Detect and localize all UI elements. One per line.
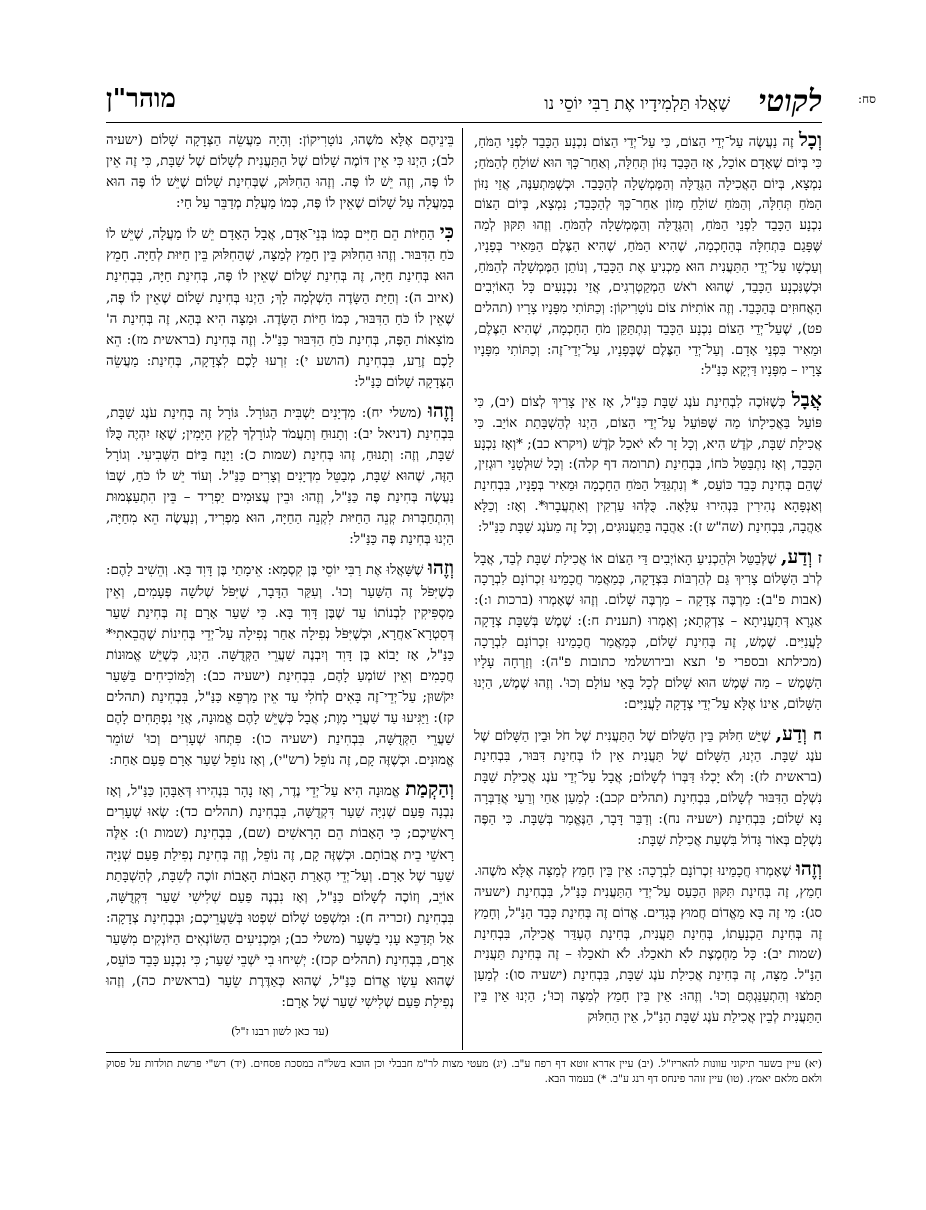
paragraph-lead-word: וְכָל: [798, 129, 822, 151]
paragraph-text: אֱמוּנָה הִיא עַל־יְדֵי נֶדֶר, וְאָז נָהָר בִּנְהִירוּ דְּאַבָּהָן כַּנַּ"ל, וְאָז נִבְנָה פַּעַם שְׁנִיָּה שַׁעַר דִּקְדֻשָּׁה, בִּבְחִינַת (תהלים כד): שְׂאוּ שְׁעָרִים רָאשֵׁיכֶם; כִּי הָאָבוֹת הֵם הָרָאשִׁים (שם), בִּבְחִינַת (שמות ו): אֵלֶּה רָאשֵׁי בֵית אֲבוֹתָם. וּכְשֶׁזֶּה קָם, זֶה נוֹפֵל, וְזֶה בְּחִינַת נְפִילַת פַּעַם שְׁנִיָּה שַׁעַר שֶׁל אָרָם. וְעַל־יְדֵי הֶאָרַת הָאָבוֹת הָאָבוֹת זוֹכֶה לְשִׁבָּת, לְהַשְׁבָּתַת אוֹיֵב, וְזוֹכֶה לְשָׁלוֹם כַּנַּ"ל, וְאָז נִבְנֶה פַּעַם שְׁלִישִׁי שַׁעַר דִּקְדֻשָּׁה, בִּבְחִינַת (זכריה ח): וּמִשְׁפַּט שָׁלוֹם שִׁפְטוּ בְּשַׁעֲרֵיכֶם; וּבְבְחִינַת צְדָקָה: אַל תְּדַכֵּא עָנִי בַשָּׁעַר (משלי כב); וּמַכְנִיעִים הַשּׂוֹנְאִים הַיּוֹנְקִים מִשַּׁעַר אָרָם, בִּבְחִינַת (תהלים קכז): יְשִׁיחוּ בִי יֹשְׁבֵי שַׁעַר; כִּי נִכְנָע כָּבֵד כּוֹעֵס, שֶׁהוּא עֵשָׂו אֱדוֹם כַּנַּ"ל, שֶׁהוּא כְּאַדֶּרֶת שֵׂעָר (בראשית כה), וְזֶהוּ נְפִילַת פַּעַם שְׁלִישִׁי שַׁעַר שֶׁל אָרָם:: [106, 784, 454, 1011]
paragraph-text: הַחַיּוֹת הֵם חַיִּים כְּמוֹ בְּנֵי־אָדָם, אֲבָל הָאָדָם יֵשׁ לוֹ מַעֲלָה, שֶׁיֵּשׁ לוֹ כֹּחַ הַדִּבּוּר. וְזֶהוּ הַחִלּוּק בֵּין חָמֵץ לְמַצָּה, שֶׁהַחִלּוּק בֵּין חַיּוּת לְחַיָּה. חָמֵץ הוּא בְּחִינַת חַיָּה, זֶה בְּחִינַת שָׁלוֹם שֶׁאֵין לוֹ פֶּה, בְּחִינַת חַיָּה, בִּבְחִינַת (איוב ה): וְחַיַּת הַשָּׂדֶה הָשְׁלְמָה לָךְ; הַיְנוּ בְּחִינַת שָׁלוֹם שֶׁאֵין לוֹ פֶּה, שֶׁאֵין לוֹ כֹּחַ הַדִּבּוּר, כְּמוֹ חַיּוֹת הַשָּׂדֶה. וּמַצָּה הִיא בְּהַא, זֶה בְּחִינַת ה' מוֹצָאוֹת הַפֶּה, בְּחִינַת כֹּחַ הַדִּבּוּר כַּנַּ"ל. וְזֶה בְּחִינַת (בראשית מז): הֵא לָכֶם זֶרַע, בִּבְחִינַת (הושע י): זִרְעוּ לָכֶם לִצְדָקָה, בְּחִינַת: מַעֲשֵׂה הַצְּדָקָה שָׁלוֹם כַּנַּ"ל:: [106, 227, 454, 390]
paragraph: [474, 547, 822, 716]
page-header: [106, 78, 876, 123]
text-column-right: [474, 130, 822, 1036]
paragraph: [106, 558, 454, 771]
paragraph-text: (משלי יח): מִדְיָנִים יַשְׁבִּית הַגּוֹרָל. גּוֹרָל זֶה בְּחִינַת עֹנֶג שַׁבָּת, בִּבְחִינַת (דניאל יב): וְתָנוּחַ וְתַעֲמֹד לְגוֹרָלְךָ לְקֵץ הַיָּמִין; שֶׁאָז יִהְיֶה כֻּלּוֹ שַׁבָּת, וְזֶה: וְתָנוּחַ, זֶהוּ בְּחִינַת (שמות כ): וַיָּנַח בַּיּוֹם הַשְּׁבִיעִי. וְגוֹרָל הַזֶּה, שֶׁהוּא שַׁבָּת, מְבַטֵּל מִדְיָנִים וְצָרִים כַּנַּ"ל. וְעוֹד יֵשׁ לוֹ כֹּחַ, שֶׁבּוֹ נַעֲשֶׂה בְּחִינַת פֶּה כַּנַּ"ל, וְזֶהוּ: וּבֵין עֲצוּמִים יַפְרִיד – בֵּין הִתְעַצְּמוּת וְהִתְחַבְּרוּת קְנֵה הַחַיּוּת לִקְנֵה הַחַיָּה, הוּא מַפְרִיד, וְנַעֲשֶׂה הֵא מִחַיָּה, הַיְנוּ בְּחִינַת פֶּה כַּנַּ"ל:: [106, 405, 454, 548]
paragraph: [474, 130, 822, 382]
paragraph-text: שֶׁאָמְרוּ חֲכָמֵינוּ זִכְרוֹנָם לִבְרָכָה: אֵין בֵּין חָמֵץ לְמַצָּה אֶלָּא מֹשֶׁהוּ. חָמֵץ, זֶה בְּחִינַת תִּקּוּן הַכַּעַס עַל־יְדֵי הַתַּעֲנִית כַּנַּ"ל, בִּבְחִינַת (ישעיה סג): מִי זֶה בָּא מֵאֱדוֹם חֲמוּץ בְּגָדִים. אֱדוֹם זֶה בְּחִינַת כָּבֵד הַנַּ"ל, וְחָמֵץ זֶה בְּחִינַת הַכְנָעָתוֹ, בְּחִינַת תַּעֲנִית, בְּחִינַת הֶעְדֵּר אֲכִילָה, בִּבְחִינַת (שמות יב): כָּל מַחְמֶצֶת לֹא תֹאכֵלוּ. לֹא תֹאכֵלוּ – זֶה בְּחִינַת תַּעֲנִית הַנַּ"ל. מַצָּה, זֶה בְּחִינַת אֲכִילַת עֹנֶג שַׁבָּת, בִּבְחִינַת (ישעיה סו): לְמַעַן תָּמֹצּוּ וְהִתְעַנַּגְתֶּם וְכוּ'. וְזֶהוּ: אֵין בֵּין חָמֵץ לְמַצָּה וְכוּ'; הַיְנוּ אֵין בֵּין הַתַּעֲנִית לְבֵין אֲכִילַת עֹנֶג שַׁבָּת הַנַּ"ל, אֵין הַחִלּוּק: [474, 864, 822, 1025]
paragraph: [106, 779, 454, 1013]
paragraph: [474, 859, 822, 1028]
paragraph-text: שֶׁיֵּשׁ חִלּוּק בֵּין הַשָּׁלוֹם שֶׁל הַתַּעֲנִית שֶׁל חֹל וּבֵין הַשָּׁלוֹם שֶׁל עֹנֶג שַׁבָּת. הַיְנוּ, הַשָּׁלוֹם שֶׁל תַּעֲנִית אֵין לוֹ בְּחִינַת דִּבּוּר, בִּבְחִינַת (בראשית לז): וְלֹא יָכְלוּ דַּבְּרוֹ לְשָׁלוֹם; אֲבָל עַל־יְדֵי עֹנֶג אֲכִילַת שַׁבָּת נִשְׁלָם הַדִּבּוּר לְשָׁלוֹם, בִּבְחִינַת (תהלים קכב): לְמַעַן אַחַי וְרֵעַי אֲדַבְּרָה נָּא שָׁלוֹם; בִּבְחִינַת (ישעיה נח): וְדַבֵּר דָּבָר, הַנֶּאֱמַר בְּשַׁבָּת. כִּי הַפֶּה נִשְׁלָם בְּאוֹר גָּדוֹל בִּשְׁעַת אֲכִילַת שַׁבָּת:: [474, 728, 822, 848]
paragraph-text: זֶה נַעֲשֶׂה עַל־יְדֵי הַצּוֹם, כִּי עַל־יְדֵי הַצּוֹם נִכְנָע הַכָּבֵד לִפְנֵי הַמֹּחַ, כִּי בְּיוֹם שֶׁאָדָם אוֹכֵל, אָז הַכָּבֵד נִזּוֹן תְּחִלָּה, וְאַחַר־כָּךְ הוּא שׁוֹלֵחַ לְהַמֹּחַ; נִמְצָא, בְּיוֹם הָאֲכִילָה הַגְּדֻלָּה וְהַמֶּמְשָׁלָה לְהַכָּבֵד. וּכְשֶׁמִּתְעַנֶּה, אֲזַי נִזּוֹן הַמֹּחַ תְּחִלָּה, וְהַמֹּחַ שׁוֹלֵחַ מָזוֹן אַחַר־כָּךְ לְהַכָּבֵד; נִמְצָא, בְּיוֹם הַצּוֹם נִכְנָע הַכָּבֵד לִפְנֵי הַמֹּחַ, וְהַגְּדֻלָּה וְהַמֶּמְשָׁלָה לְהַמֹּחַ. וְזֶהוּ תִּקּוּן לְמַה שֶּׁפָּגַם בִּתְחִלָּה בְּהַחָכְמָה, שֶׁהִיא הַמֹּחַ, שֶׁהִיא הַצֶּלֶם הַמֵּאִיר בְּפָנָיו, וְעַכְשָׁו עַל־יְדֵי הַתַּעֲנִית הוּא מַכְנִיעַ אֶת הַכָּבֵד, וְנוֹתֵן הַמֶּמְשָׁלָה לְהַמֹּחַ, וּכְשֶׁנִּכְנָע הַכָּבֵד, שֶׁהוּא רֹאשׁ הַמְקַטְרְגִים, אֲזַי נִכְנָעִים כָּל הָאוֹיְבִים הָאֲחוּזִים בְּהַכָּבֵד. וְזֶה אוֹתִיּוֹת צוֹם נוֹטָרִיקוֹן: וְכַתּוֹתִי מִפָּנָיו צָרָיו (תהלים פט), שֶׁעַל־יְדֵי הַצּוֹם נִכְנָע הַכָּבֵד וְנִתְתַּקֵּן מֹחַ הַחָכְמָה, שֶׁהִיא הַצֶּלֶם, וּמֵאִיר בִּפְנֵי אָדָם. וְעַל־יְדֵי הַצֶּלֶם שֶׁבְּפָנָיו, עַל־יְדֵי־זֶה: וְכַתּוֹתִי מִפָּנָיו צָרָיו – מִפָּנָיו דַּיְקָא כַּנַּ"ל:: [474, 135, 822, 379]
paragraph-lead-word: וְזֶהוּ: [796, 858, 822, 881]
section-number: ז: [812, 548, 822, 567]
column-divider: [462, 128, 463, 1050]
paragraph-lead-word: וְזֶהוּ: [428, 399, 454, 422]
section-number: ח: [806, 725, 822, 744]
book-title-right: לקוטי: [758, 84, 822, 119]
page-number-label: סח:: [858, 92, 876, 106]
paragraph: [106, 222, 454, 393]
paragraph-lead-word: כִּי: [439, 221, 454, 244]
paragraph-text: שֶׁשָּׁאֲלוּ אֶת רַבִּי יוֹסֵי בֶּן קִסְמָא: אֵימָתַי בֶּן דָּוִד בָּא. וְהֵשִׁיב לָהֶם: כְּשֶׁיִּפֹּל זֶה הַשַּׁעַר וְכוּ'. וְעִקַּר הַדָּבָר, שֶׁיִּפֹּל שְׁלשָׁה פְּעָמִים, וְאֵין מַסְפִּיקִין לִבְנוֹתוֹ עַד שֶׁבֶּן דָּוִד בָּא. כִּי שַׁעַר אָרָם זֶה בְּחִינַת שַׁעַר דְּסִטְרָא־אַחֲרָא, וּכְשֶׁיִּפֹּל נְפִילָה אַחַר נְפִילָה עַל־יְדֵי בְּחִינוֹת שֶׁהֲבֵאתִי* כַּנַּ"ל, אָז יָבוֹא בֶּן דָּוִד וְיִבְנֶה שַׁעֲרֵי הַקְּדֻשָּׁה. הַיְנוּ, כְּשֶׁיֵּשׁ אֱמוּנוֹת חֲכָמִים וְאֵין שׁוֹמְעַ לָהֶם, בִּבְחִינַת (ישעיה כב): וְלַמּוֹכִיחִים בַּשַּׁעַר יִקֹשׁוּן; עַל־יְדֵי־זֶה בָּאִים לְחֹלִי עַד אֵין מַרְפֵּא כַּנַּ"ל, בִּבְחִינַת (תהלים קז): וַיַּגִּיעוּ עַד שַׁעֲרֵי מָוֶת; אֲבָל כְּשֶׁיֵּשׁ לָהֶם אֱמוּנָה, אֲזַי נִפְתָּחִים לָהֶם שַׁעֲרֵי הַקְּדֻשָּׁה, בִּבְחִינַת (ישעיה כו): פִּתְחוּ שְׁעָרִים וְכוּ' שׁוֹמֵר אֱמוּנִים. וּכְשֶׁזֶּה קָם, זֶה נוֹפֵל (רש"י), וְאָז נוֹפֵל שַׁעַר אָרָם פַּעַם אַחַת:: [106, 563, 454, 769]
paragraph-lead-word: אֲבָל: [791, 389, 822, 412]
paragraph-lead-word: וְזֶהוּ: [428, 557, 454, 580]
footnotes: (יא) עיין בשער תיקוני עוונות להאריז"ל. (יב) עיין אדרא זוטא דף רפח ע"ב. (יג) מעטי מצות לר"מ חבבלי וכן הובא בשל"ה במסכת פסחים. (יד) רש"י פרשת תולדות על פסוק ולאם מלאם יאמץ. (טו) עיין זוהר פינחס דף רנג ע"ב. *) בעמוד הבא.: [106, 1052, 822, 1087]
paragraph-lead-word: וְדַע,: [780, 545, 813, 568]
header-subtitle: שֶׁאֲלוּ תַּלְמִידָיו אֶת רַבִּי יוֹסֵי נו: [544, 94, 730, 114]
paragraph-lead-word: וְהַקְמַת: [405, 778, 454, 801]
paragraph-lead-word: וְדַע,: [775, 722, 807, 745]
end-note: (עד כאן לשון רבנו ז"ל): [231, 1025, 329, 1039]
paragraph-text: כְּשֶׁזּוֹכֶה לִבְחִינַת עֹנֶג שַׁבָּת כַּנַּ"ל, אָז אֵין צָרִיךְ לְצוֹם (יב), כִּי פּוֹעֵל בַּאֲכִילָתוֹ מַה שֶּׁפּוֹעֵל עַל־יְדֵי הַצּוֹם, הַיְנוּ לְהַשְׁבָּתַת אוֹיֵב. כִּי אֲכִילַת שַׁבָּת, קֹדֶשׁ הִיא, וְכָל זָר לֹא יֹאכַל קֹדֶשׁ (ויקרא כב); *וְאָז נִכְנָע הַכָּבֵד, וְאָז נִתְבַּטֵּל כֹּחוֹ, בִּבְחִינַת (תרומה דף קלה): וְכָל שׁוּלְטָנֵי רוּגְזִין, שֶׁהֵם בְּחִינַת כָּבֵד כּוֹעֵס, * וְנִתְגַּדֵּל הַמֹּחַ הַחָכְמָה וּמֵאִיר בְּפָנָיו, בִּבְחִינַת וְאַנְפָּהָא נְהִירִין בִּנְהִירוּ עִלָּאָה. כֻּלְּהוּ עַרְקִין וְאִתְעֲבָרוּ*. וְאָז: וְכַלָּא אַהֲבָה, בִּבְחִינַת (שה"ש ז): אַהֲבָה בַּתַּעֲנוּגִים, וְכָל זֶה מֵעֹנֶג שַׁבָּת כַּנַּ"ל:: [474, 395, 822, 535]
book-title-left: מוהר"ן: [106, 84, 176, 114]
text-column-left: [106, 130, 454, 1042]
paragraph: [106, 401, 454, 551]
paragraph: [474, 724, 822, 852]
paragraph: [474, 390, 822, 538]
paragraph-text: שֶׁלְּבַטֵּל וּלְהַכְנִיעַ הָאוֹיְבִים דֵּי הַצּוֹם אוֹ אֲכִילַת שַׁבָּת לְבַד, אֲבָל לְרֹב הַשָּׁלוֹם צָרִיךְ גַּם לְהַרְבּוֹת בִּצְדָקָה, כְּמַאֲמַר חֲכָמֵינוּ זִכְרוֹנָם לִבְרָכָה (אבות פ"ב): מַרְבֶּה צְדָקָה – מַרְבֶּה שָׁלוֹם. וְזֶהוּ שֶׁאָמְרוּ (ברכות ו:): אַגְרָא דְּתַעֲנִיתָא – צִדְקְתָא; וְאָמְרוּ (תענית ח:): שֶׁמֶשׁ בְּשַׁבָּת צְדָקָה לָעֲנִיִּים. שֶׁמֶשׁ, זֶה בְּחִינַת שָׁלוֹם, כְּמַאֲמַר חֲכָמֵינוּ זִכְרוֹנָם לִבְרָכָה (מכילתא ובספרי פ' תצא ובירושלמי כתובות פ"ה): וְזָרְחָה עָלָיו הַשֶּׁמֶשׁ – מַה שֶּׁמֶשׁ הוּא שָׁלוֹם לְכָל בָּאֵי עוֹלָם וְכוּ'. וְזֶהוּ שֶׁמֶשׁ, הַיְנוּ הַשָּׁלוֹם, אֵינוֹ אֶלָּא עַל־יְדֵי צְדָקָה לָעֲנִיִּים:: [474, 551, 822, 712]
paragraph-text: בֵּינֵיהֶם אֶלָּא מֹשֶׁהוּ, נוֹטָרִיקוֹן: וְהָיָה מַעֲשֵׂה הַצְּדָקָה שָׁלוֹם (ישעיה לב); הַיְנוּ כִּי אֵין דּוֹמֶה שָׁלוֹם שֶׁל הַתַּעֲנִית לְשָׁלוֹם שֶׁל שַׁבָּת, כִּי זֶה אֵין לוֹ פֶּה, וְזֶה יֵשׁ לוֹ פֶּה. וְזֶהוּ הַחִלּוּק, שֶׁבְּחִינַת שָׁלוֹם שֶׁיֵּשׁ לוֹ פֶּה הוּא בְּמַעֲלָה עַל שָׁלוֹם שֶׁאֵין לוֹ פֶּה, כְּמוֹ מַעֲלַת מְדַבֵּר עַל חַי:: [106, 133, 454, 212]
paragraph: [106, 130, 454, 214]
